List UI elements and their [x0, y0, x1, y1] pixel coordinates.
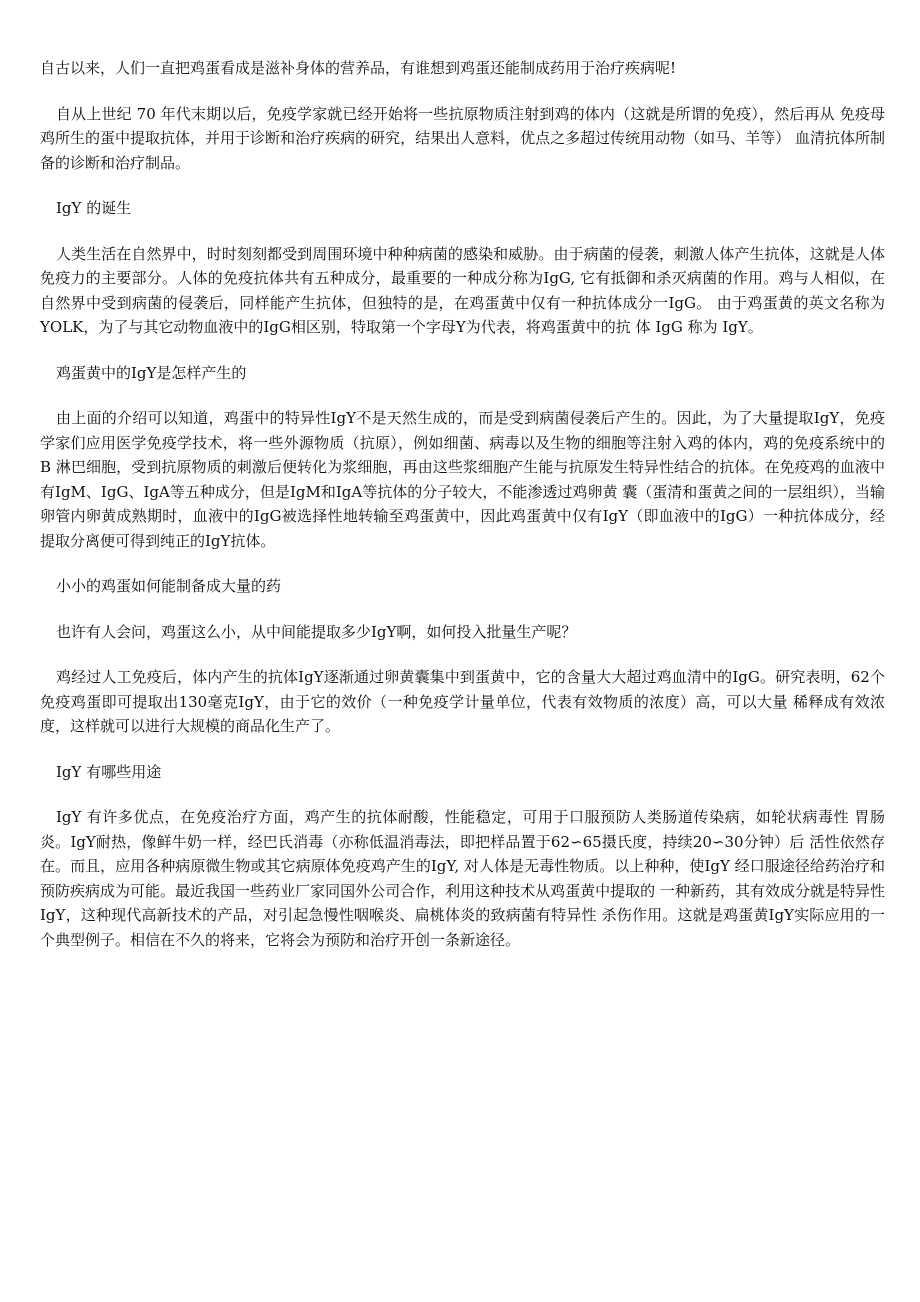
paragraph-yield: 鸡经过人工免疫后，体内产生的抗体IgY逐渐通过卵黄囊集中到蛋黄中，它的含量大大超过鸡血清中的IgG。研究表明，62个免疫鸡蛋即可提取出130毫克IgY，由于它的效价（一种免疫学计量单位，代表有效物质的浓度）高，可以大量 稀释成有效浓度，这样就可以进行大规模的商品化生产了。	[40, 668, 885, 735]
intro-paragraph: 自古以来，人们一直把鸡蛋看成是滋补身体的营养品，有谁想到鸡蛋还能制成药用于治疗疾病呢!	[40, 59, 677, 77]
section-heading-mass-production: 小小的鸡蛋如何能制备成大量的药	[56, 577, 282, 595]
section-heading-igy-birth: IgY 的诞生	[56, 199, 132, 217]
paragraph-igy-production: 由上面的介绍可以知道，鸡蛋中的特异性IgY不是天然生成的，而是受到病菌侵袭后产生的。因此，为了大量提取IgY，免疫学家们应用医学免疫学技术，将一些外源物质（抗原），例如细菌、病毒以及生物的细胞等注射入鸡的体内，鸡的免疫系统中的 B 淋巴细胞，受到抗原物质的刺激后便转化为浆细胞，再由这些浆细胞产生能与抗原发生特异性结合的抗体。在免疫鸡的血液中有IgM、IgG、IgA等五种成分，但是IgM和IgA等抗体的分子较大，不能渗透过鸡卵黄 囊（蛋清和蛋黄之间的一层组织），当输卵管内卵黄成熟期时，血液中的IgG被选择性地转输至鸡蛋黄中，因此鸡蛋黄中仅有IgY（即血液中的IgG）一种抗体成分，经提取分离便可得到纯正的IgY抗体。	[40, 409, 885, 550]
paragraph-igy-birth: 人类生活在自然界中，时时刻刻都受到周围环境中种种病菌的感染和威胁。由于病菌的侵袭，刺激人体产生抗体，这就是人体免疫力的主要部分。人体的免疫抗体共有五种成分，最重要的一种成分称为IgG, 它有抵御和杀灭病菌的作用。鸡与人相似，在自然界中受到病菌的侵袭后，同样能产生抗体，但独特的是，在鸡蛋黄中仅有一种抗体成分一IgG。 由于鸡蛋黄的英文名称为YOLK，为了与其它动物血液中的IgG相区别，特取第一个字母Y为代表，将鸡蛋黄中的抗 体 IgG 称为 IgY。	[40, 244, 885, 336]
paragraph-igy-uses: IgY 有许多优点，在免疫治疗方面，鸡产生的抗体耐酸，性能稳定，可用于口服预防人类肠道传染病，如轮状病毒性 胃肠炎。IgY耐热，像鲜牛奶一样，经巴氏消毒（亦称低温消毒法，即把样品置于62∽65摄氏度，持续20∽30分钟）后 活性依然存在。而且，应用各种病原微生物或其它病原体免疫鸡产生的IgY, 对人体是无毒性物质。以上种种，使IgY 经口服途径给药治疗和预防疾病成为可能。最近我国一些药业厂家同国外公司合作，利用这种技术从鸡蛋黄中提取的 一种新药，其有效成分就是特异性IgY，这种现代高新技术的产品，对引起急慢性咽喉炎、扁桃体炎的致病菌有特异性 杀伤作用。这就是鸡蛋黄IgY实际应用的一个典型例子。相信在不久的将来，它将会为预防和治疗开创一条新途径。	[40, 808, 885, 949]
section-heading-igy-uses: IgY 有哪些用途	[56, 762, 162, 781]
paragraph-immunization-history: 自从上世纪 70 年代末期以后，免疫学家就已经开始将一些抗原物质注射到鸡的体内（这就是所谓的免疫），然后再从 免疫母鸡所生的蛋中提取抗体，并用于诊断和治疗疾病的研究，结果出人意料，优点之多超过传统用动物（如马、羊等） 血清抗体所制备的诊断和治疗制品。	[40, 104, 885, 172]
paragraph-question: 也许有人会问，鸡蛋这么小，从中间能提取多少IgY啊，如何投入批量生产呢？	[56, 622, 577, 641]
section-heading-igy-production: 鸡蛋黄中的IgY是怎样产生的	[56, 363, 247, 382]
document-body	[40, 56, 885, 973]
